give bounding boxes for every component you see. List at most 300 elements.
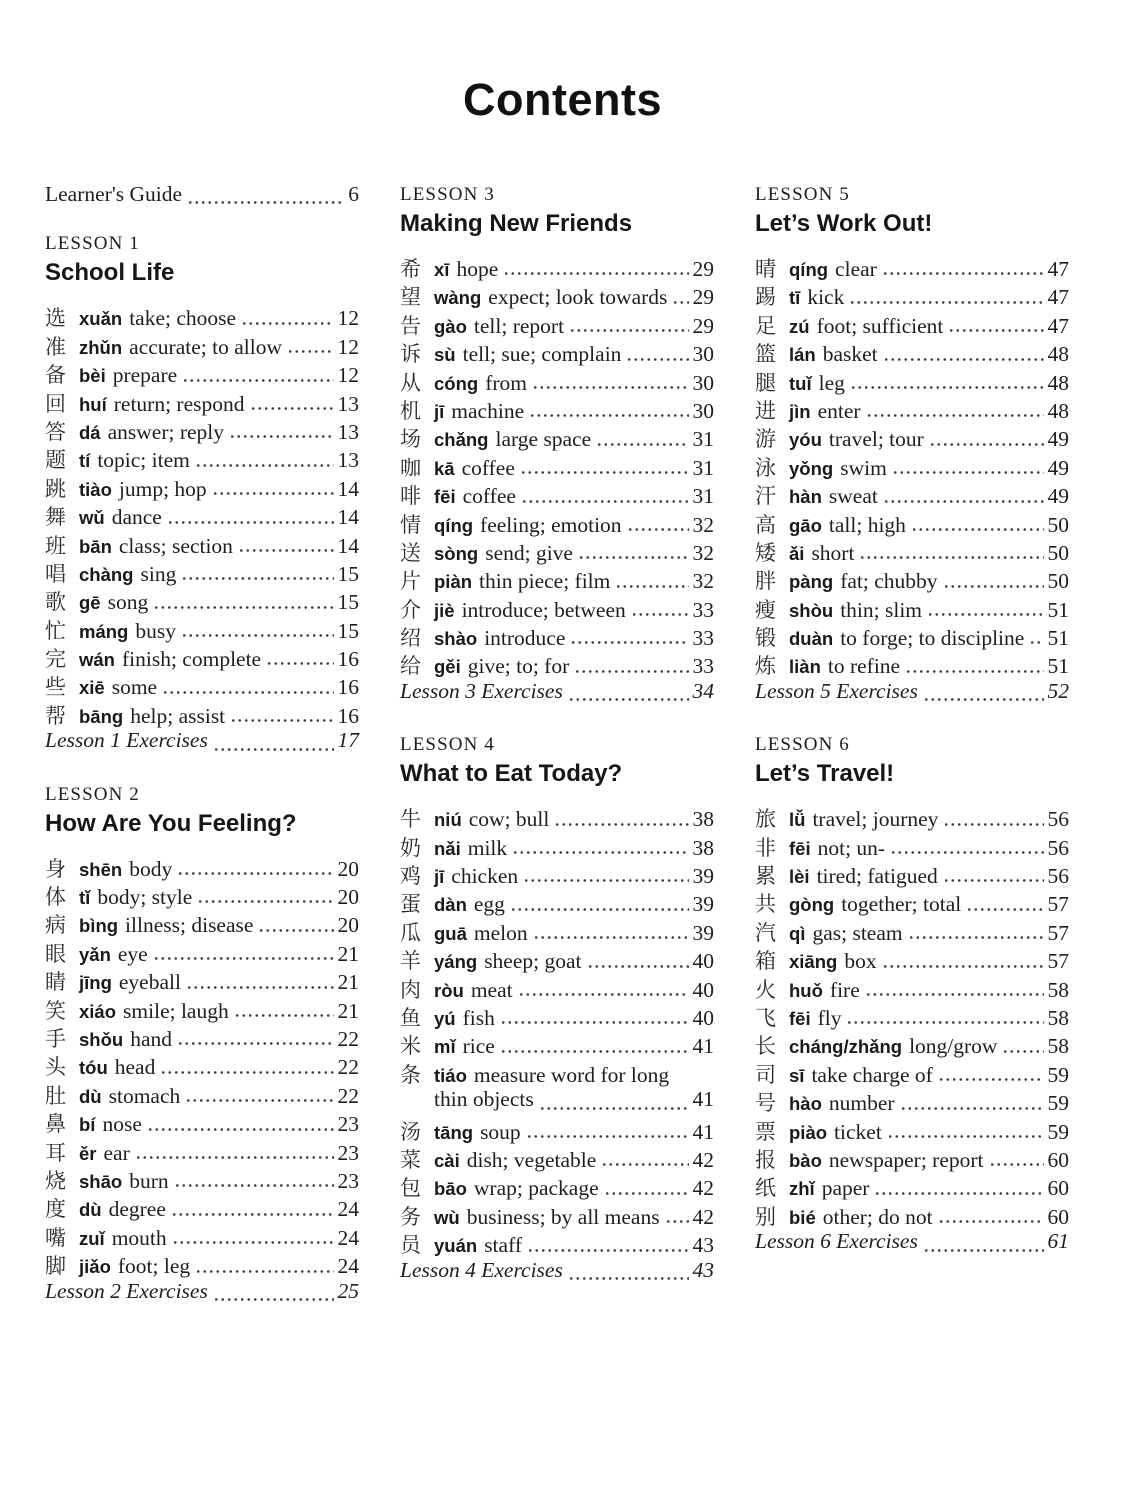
- hanzi-character: 炼: [755, 654, 776, 679]
- toc-entry: [400, 281, 714, 309]
- dot-leader: [929, 443, 1044, 446]
- pinyin-reading: yǎn: [79, 943, 111, 965]
- toc-entry: [400, 452, 714, 480]
- toc-entry: [400, 917, 714, 945]
- hanzi-character: 汤: [400, 1119, 421, 1144]
- lesson-kicker: LESSON 4: [400, 734, 495, 756]
- toc-entry: [400, 1229, 714, 1257]
- pinyin-reading: ǎi: [789, 542, 805, 564]
- page-number: 13: [337, 391, 359, 416]
- pinyin-reading: cháng/zhǎng: [789, 1036, 903, 1058]
- pinyin-reading: yáng: [434, 951, 478, 973]
- page-number: 15: [337, 590, 359, 615]
- entry-label: class; section: [118, 533, 233, 558]
- entry-label: long/grow: [909, 1034, 998, 1059]
- hanzi-character: 泳: [755, 455, 776, 480]
- page-number: 20: [337, 885, 359, 910]
- hanzi-character: 度: [45, 1197, 66, 1222]
- toc-entry: [45, 853, 359, 881]
- entry-label: tell; report: [473, 313, 565, 338]
- toc-entry: [400, 1201, 714, 1229]
- toc-entry: [755, 1059, 1069, 1087]
- entry-label: thin; slim: [840, 597, 923, 622]
- toc-column-3: [755, 182, 1069, 1332]
- page-number: 23: [337, 1140, 359, 1165]
- page-number: 57: [1047, 949, 1069, 974]
- pinyin-reading: zhǔn: [79, 336, 123, 358]
- toc-entry: [45, 1023, 359, 1051]
- entry-label: cow; bull: [468, 807, 550, 832]
- entry-label: egg: [473, 892, 505, 917]
- entry-label: melon: [473, 920, 528, 945]
- lesson-exercises-entry: [45, 1279, 359, 1307]
- pinyin-reading: chàng: [79, 563, 134, 585]
- toc-entry: [755, 310, 1069, 338]
- hanzi-character: 奶: [400, 835, 421, 860]
- entry-label: meat: [470, 977, 513, 1002]
- toc-entry: [755, 565, 1069, 593]
- page-number: 59: [1047, 1091, 1069, 1116]
- entry-label: illness; disease: [125, 913, 254, 938]
- entry-label: mouth: [111, 1225, 167, 1250]
- page-number: 34: [692, 678, 714, 703]
- page-number: 61: [1047, 1229, 1069, 1254]
- pinyin-reading: shòu: [789, 599, 834, 621]
- hanzi-character: 肉: [400, 977, 421, 1002]
- lesson-block-1: [45, 231, 359, 756]
- toc-entry: [45, 331, 359, 359]
- dot-leader: [135, 1156, 334, 1159]
- page-number: 60: [1047, 1147, 1069, 1172]
- hanzi-character: 汗: [755, 484, 776, 509]
- page-number: 43: [692, 1257, 714, 1282]
- toc-entry: [755, 1201, 1069, 1229]
- dot-leader: [195, 464, 334, 467]
- entry-label: Lesson 2 Exercises: [45, 1278, 208, 1303]
- pinyin-reading: tóu: [79, 1057, 108, 1079]
- dot-leader: [153, 957, 334, 960]
- pinyin-reading: niú: [434, 809, 462, 831]
- hanzi-character: 鼻: [45, 1112, 66, 1137]
- page-number: 59: [1047, 1062, 1069, 1087]
- toc-entry: [755, 917, 1069, 945]
- entry-label: Lesson 6 Exercises: [755, 1229, 918, 1254]
- hanzi-character: 务: [400, 1204, 421, 1229]
- page-number: 38: [692, 807, 714, 832]
- dot-leader: [177, 872, 333, 875]
- pinyin-reading: tī: [789, 287, 801, 309]
- hanzi-character: 脚: [45, 1254, 66, 1279]
- dot-leader: [631, 613, 689, 616]
- entry-label: wrap; package: [473, 1176, 599, 1201]
- entry-label: eyeball: [118, 970, 181, 995]
- pinyin-reading: bāng: [79, 705, 124, 727]
- pinyin-reading: gāo: [789, 514, 822, 536]
- toc-entry: [755, 974, 1069, 1002]
- dot-leader: [181, 577, 333, 580]
- hanzi-character: 箱: [755, 949, 776, 974]
- page-number: 39: [692, 920, 714, 945]
- hanzi-character: 非: [755, 835, 776, 860]
- toc-entry: [400, 509, 714, 537]
- page-number: 16: [337, 647, 359, 672]
- pinyin-reading: kā: [434, 457, 455, 479]
- hanzi-character: 情: [400, 512, 421, 537]
- hanzi-character: 希: [400, 257, 421, 281]
- hanzi-character: 睛: [45, 970, 66, 995]
- dot-leader: [186, 986, 334, 989]
- entry-label: large space: [495, 427, 592, 452]
- toc-entry: [755, 338, 1069, 366]
- toc-entry: [755, 452, 1069, 480]
- toc-entry: [45, 359, 359, 387]
- dot-leader: [500, 1050, 689, 1053]
- toc-entry: [45, 700, 359, 728]
- dot-leader: [181, 634, 334, 637]
- toc-entry: [400, 1002, 714, 1030]
- dot-leader: [147, 1128, 334, 1131]
- hanzi-character: 备: [45, 363, 66, 388]
- pinyin-reading: yú: [434, 1007, 456, 1029]
- front-matter-entry: [45, 182, 359, 210]
- page-number: 60: [1047, 1204, 1069, 1229]
- lesson-exercises-entry: [45, 728, 359, 756]
- pinyin-reading: fēi: [434, 486, 456, 508]
- dot-leader: [1029, 641, 1043, 644]
- entry-label: tell; sue; complain: [462, 342, 622, 367]
- page-number: 56: [1047, 807, 1069, 832]
- pinyin-reading: xī: [434, 259, 450, 280]
- dot-leader: [943, 879, 1044, 882]
- pinyin-reading: jīng: [79, 972, 112, 994]
- page-number: 48: [1047, 398, 1069, 423]
- hanzi-character: 飞: [755, 1005, 776, 1030]
- dot-leader: [859, 556, 1043, 559]
- pinyin-reading: bān: [79, 535, 112, 557]
- hanzi-character: 员: [400, 1233, 421, 1258]
- toc-entry: [755, 1172, 1069, 1200]
- dot-leader: [908, 936, 1044, 939]
- pinyin-reading: jī: [434, 400, 445, 422]
- pinyin-reading: gào: [434, 315, 467, 337]
- entry-label: Lesson 4 Exercises: [400, 1257, 563, 1282]
- entry-label: kick: [807, 285, 845, 310]
- hanzi-character: 介: [400, 597, 421, 622]
- page-number: 50: [1047, 540, 1069, 565]
- entry-label: foot; sufficient: [816, 313, 944, 338]
- dot-leader: [866, 414, 1044, 417]
- hanzi-character: 牛: [400, 807, 421, 832]
- pinyin-reading: fēi: [789, 1007, 811, 1029]
- page-number: 29: [692, 285, 714, 310]
- toc-entry: [45, 1250, 359, 1278]
- page-number: 31: [692, 484, 714, 509]
- toc-entry: [45, 302, 359, 330]
- entry-label: machine: [451, 398, 525, 423]
- page-number: 21: [337, 970, 359, 995]
- page-number: 58: [1047, 1005, 1069, 1030]
- entry-label: soup: [480, 1119, 521, 1144]
- page-number: 49: [1047, 484, 1069, 509]
- entry-label: take charge of: [811, 1062, 933, 1087]
- entry-label: Lesson 3 Exercises: [400, 678, 563, 703]
- hanzi-character: 矮: [755, 540, 776, 565]
- dot-leader: [882, 965, 1044, 968]
- page-number: 56: [1047, 864, 1069, 889]
- page-number: 30: [692, 398, 714, 423]
- hanzi-character: 笑: [45, 998, 66, 1023]
- hanzi-character: 从: [400, 370, 421, 395]
- toc-entry: [400, 338, 714, 366]
- dot-leader: [153, 606, 333, 609]
- pinyin-reading: shǒu: [79, 1028, 124, 1050]
- hanzi-character: 机: [400, 398, 421, 423]
- pinyin-reading: dàn: [434, 894, 467, 916]
- toc-entry: [45, 615, 359, 643]
- dot-leader: [568, 698, 689, 701]
- page-number: 51: [1047, 597, 1069, 622]
- entry-label: measure word for long: [473, 1062, 670, 1087]
- entry-label: feeling; emotion: [480, 512, 622, 537]
- dot-leader: [672, 301, 688, 304]
- page-number: 30: [692, 342, 714, 367]
- entry-label: together; total: [841, 892, 962, 917]
- page-number: 22: [337, 1083, 359, 1108]
- dot-leader: [892, 471, 1044, 474]
- page-number: 17: [337, 728, 359, 753]
- entry-label: thin objects: [434, 1087, 534, 1112]
- entry-label: dance: [111, 505, 162, 530]
- entry-label: number: [828, 1091, 895, 1116]
- page-number: 41: [692, 1034, 714, 1059]
- hanzi-character: 耳: [45, 1140, 66, 1165]
- toc-entry: [45, 881, 359, 909]
- toc-entry: [755, 395, 1069, 423]
- toc-entry: [400, 860, 714, 888]
- page-number: 12: [337, 306, 359, 331]
- pinyin-reading: máng: [79, 620, 129, 642]
- page-number: 49: [1047, 455, 1069, 480]
- hanzi-character: 米: [400, 1034, 421, 1059]
- entry-label: ticket: [834, 1119, 882, 1144]
- page-number: 41: [692, 1119, 714, 1144]
- pinyin-reading: nǎi: [434, 837, 461, 859]
- page-number: 29: [692, 313, 714, 338]
- page-number: 22: [337, 1055, 359, 1080]
- entry-label: foot; leg: [117, 1254, 191, 1279]
- lesson-block-2: [45, 782, 359, 1307]
- pinyin-reading: wàng: [434, 287, 482, 309]
- lesson-title: How Are You Feeling?: [45, 809, 297, 837]
- dot-leader: [503, 272, 688, 275]
- page-number: 32: [692, 540, 714, 565]
- entry-label: sing: [140, 561, 177, 586]
- entry-label: coffee: [461, 455, 515, 480]
- hanzi-character: 嘴: [45, 1225, 66, 1250]
- toc-entry: [755, 888, 1069, 916]
- lesson-kicker: LESSON 5: [755, 184, 850, 205]
- page-number: 30: [692, 370, 714, 395]
- dot-leader: [523, 879, 688, 882]
- dot-leader: [943, 823, 1043, 826]
- toc-entry: [45, 938, 359, 966]
- pinyin-reading: xiē: [79, 677, 105, 699]
- dot-leader: [160, 1071, 333, 1074]
- page-number: 23: [337, 1112, 359, 1137]
- pinyin-reading: xiāng: [789, 951, 838, 973]
- pinyin-reading: duàn: [789, 628, 834, 650]
- entry-label: sheep; goat: [484, 949, 582, 974]
- page-number: 57: [1047, 920, 1069, 945]
- dot-leader: [927, 613, 1043, 616]
- hanzi-character: 菜: [400, 1147, 421, 1172]
- toc-entry: [400, 974, 714, 1002]
- page-number: 31: [692, 427, 714, 452]
- dot-leader: [212, 492, 334, 495]
- page-number: 32: [692, 512, 714, 537]
- pinyin-reading: lán: [789, 344, 816, 366]
- pinyin-reading: jiè: [434, 599, 455, 621]
- toc-entry: [755, 1116, 1069, 1144]
- hanzi-character: 舞: [45, 505, 66, 530]
- toc-columns: [0, 182, 1125, 1332]
- page-number: 33: [692, 597, 714, 622]
- page-number: 40: [692, 977, 714, 1002]
- pinyin-reading: hào: [789, 1093, 822, 1115]
- dot-leader: [604, 1192, 689, 1195]
- toc-entry: [755, 367, 1069, 395]
- hanzi-character: 片: [400, 569, 421, 594]
- pinyin-reading: gē: [79, 592, 101, 614]
- hanzi-character: 跳: [45, 476, 66, 501]
- entry-label: tired; fatigued: [816, 864, 938, 889]
- dot-leader: [539, 1107, 689, 1110]
- dot-leader: [520, 471, 689, 474]
- hanzi-character: 诉: [400, 342, 421, 367]
- page-number: 21: [337, 998, 359, 1023]
- toc-entry: [45, 416, 359, 444]
- entry-label: finish; complete: [121, 647, 262, 672]
- hanzi-character: 告: [400, 313, 421, 338]
- entry-label: basket: [822, 342, 878, 367]
- pinyin-reading: cóng: [434, 372, 479, 394]
- pinyin-reading: wù: [434, 1206, 460, 1228]
- dot-leader: [574, 670, 688, 673]
- toc-entry-continuation: [400, 1087, 714, 1115]
- dot-leader: [883, 358, 1044, 361]
- toc-entry: [400, 565, 714, 593]
- lesson-block-6: [755, 732, 1069, 1257]
- hanzi-character: 瘦: [755, 597, 776, 622]
- page-number: 43: [692, 1233, 714, 1258]
- pinyin-reading: jī: [434, 866, 445, 888]
- entry-label: some: [111, 675, 158, 700]
- dot-leader: [521, 500, 689, 503]
- entry-label: staff: [484, 1233, 523, 1258]
- toc-entry: [755, 537, 1069, 565]
- dot-leader: [185, 1099, 333, 1102]
- entry-label: enter: [817, 398, 861, 423]
- hanzi-character: 身: [45, 856, 66, 881]
- dot-leader: [512, 851, 688, 854]
- hanzi-character: 共: [755, 892, 776, 917]
- page-number: 48: [1047, 370, 1069, 395]
- page-number: 20: [337, 913, 359, 938]
- pinyin-reading: zhǐ: [789, 1178, 815, 1200]
- dot-leader: [241, 322, 333, 325]
- toc-entry: [400, 423, 714, 451]
- dot-leader: [568, 1277, 689, 1280]
- entry-label: swim: [840, 455, 887, 480]
- entry-label: Learner's Guide: [45, 182, 182, 206]
- dot-leader: [900, 1107, 1044, 1110]
- hanzi-character: 报: [755, 1147, 776, 1172]
- entry-label: expect; look towards: [488, 285, 668, 310]
- hanzi-character: 游: [755, 427, 776, 452]
- page-number: 16: [337, 675, 359, 700]
- pinyin-reading: ěr: [79, 1142, 97, 1164]
- pinyin-reading: bào: [789, 1149, 822, 1171]
- hanzi-character: 啡: [400, 484, 421, 509]
- page-number: 14: [337, 505, 359, 530]
- dot-leader: [187, 201, 344, 204]
- entry-label: tall; high: [828, 512, 906, 537]
- toc-entry: [45, 558, 359, 586]
- pinyin-reading: zú: [789, 315, 810, 337]
- page-title: Contents: [463, 74, 662, 125]
- dot-leader: [883, 500, 1044, 503]
- pinyin-reading: yǒng: [789, 457, 834, 479]
- toc-entry: [755, 832, 1069, 860]
- page-number: 40: [692, 1005, 714, 1030]
- page-number: 13: [337, 448, 359, 473]
- dot-leader: [948, 329, 1043, 332]
- page-number: 33: [692, 654, 714, 679]
- page-number: 21: [337, 941, 359, 966]
- hanzi-character: 司: [755, 1062, 776, 1087]
- page-number: 22: [337, 1026, 359, 1051]
- dot-leader: [182, 379, 333, 382]
- pinyin-reading: mǐ: [434, 1036, 456, 1058]
- dot-leader: [865, 993, 1044, 996]
- hanzi-character: 望: [400, 285, 421, 310]
- entry-label: rice: [462, 1034, 495, 1059]
- hanzi-character: 长: [755, 1034, 776, 1059]
- entry-label: sweat: [828, 484, 878, 509]
- entry-label: newspaper; report: [828, 1147, 984, 1172]
- page-number: 48: [1047, 342, 1069, 367]
- pinyin-reading: shēn: [79, 858, 123, 880]
- toc-entry: [45, 671, 359, 699]
- entry-label: take; choose: [129, 306, 237, 331]
- entry-label: box: [844, 949, 877, 974]
- pinyin-reading: sù: [434, 344, 456, 366]
- toc-entry: [755, 803, 1069, 831]
- toc-entry: [400, 594, 714, 622]
- pinyin-reading: jìn: [789, 400, 811, 422]
- pinyin-reading: shāo: [79, 1170, 123, 1192]
- hanzi-character: 纸: [755, 1176, 776, 1201]
- pinyin-reading: piàn: [434, 571, 473, 593]
- pinyin-reading: xiáo: [79, 1000, 117, 1022]
- pinyin-reading: tiáo: [434, 1064, 467, 1086]
- toc-entry: [755, 423, 1069, 451]
- page-number: 12: [337, 363, 359, 388]
- hanzi-character: 篮: [755, 342, 776, 367]
- dot-leader: [587, 965, 689, 968]
- entry-label: accurate; to allow: [129, 334, 282, 359]
- dot-leader: [258, 929, 333, 932]
